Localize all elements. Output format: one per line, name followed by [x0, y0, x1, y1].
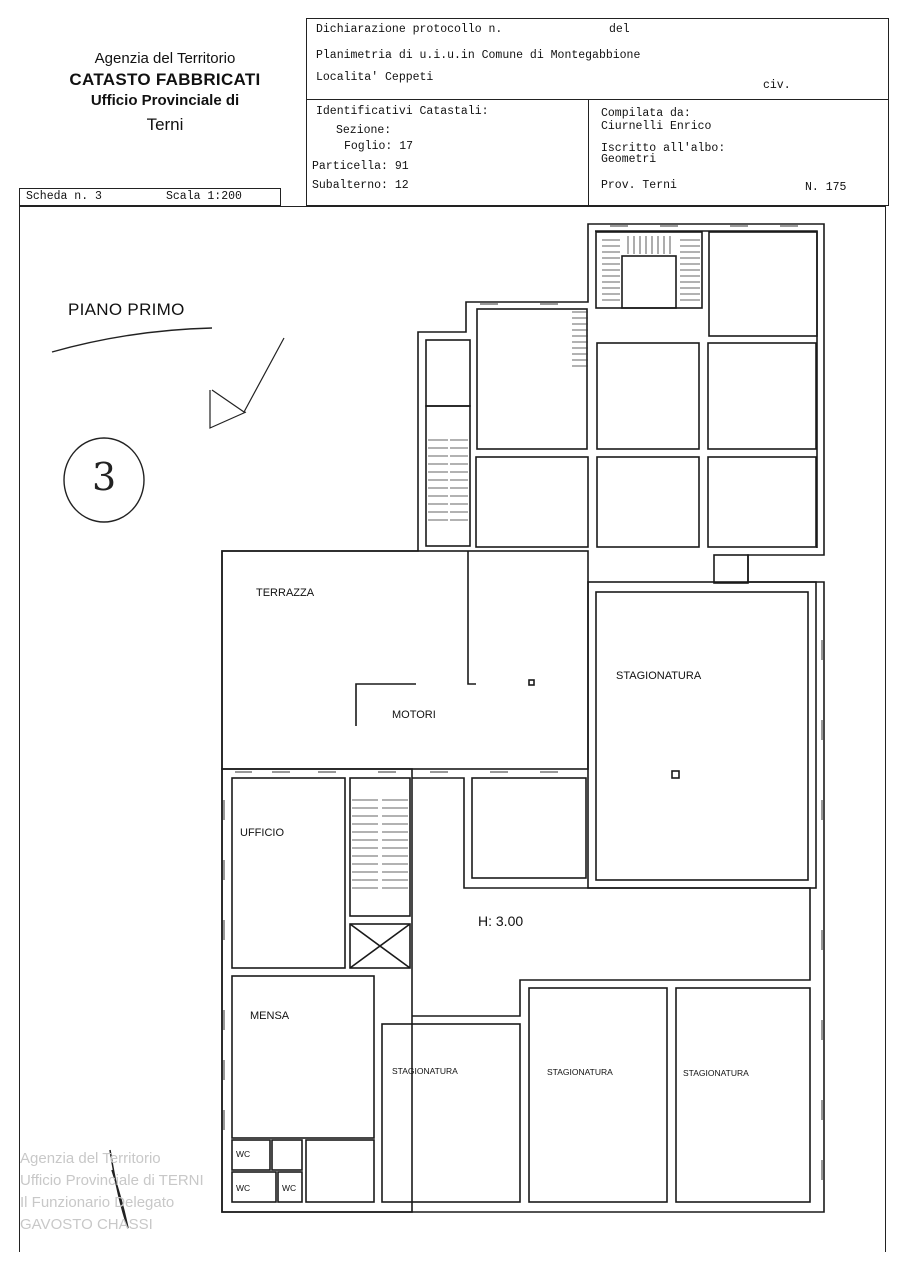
- foglio-value: Foglio: 17: [344, 140, 414, 153]
- province-label: Prov. Terni: [601, 179, 677, 192]
- ufficio-room: [232, 778, 345, 968]
- stair-west: [426, 406, 470, 546]
- stagionatura-room-3: [676, 988, 810, 1202]
- stair-treads-top: [602, 236, 700, 300]
- stair-treads: [352, 236, 700, 888]
- corridor-west: [426, 340, 470, 406]
- catasto-title: CATASTO FABBRICATI: [69, 70, 261, 89]
- stamp-line-2: Ufficio Provinciale di TERNI: [20, 1172, 204, 1189]
- stair-landing: [622, 256, 676, 308]
- office-label: Ufficio Provinciale di: [90, 92, 240, 109]
- particella-value: Particella: 91: [312, 160, 409, 173]
- room-north-middle: [597, 343, 699, 449]
- civ-label: civ.: [763, 79, 791, 92]
- stair-treads-central: [352, 800, 408, 888]
- del-label: del: [609, 23, 630, 36]
- stamp-line-3: Il Funzionario Delegato: [20, 1194, 175, 1211]
- stair-treads-west: [428, 440, 468, 520]
- stagionatura-marker: [672, 771, 679, 778]
- room-label-stagionatura-3: STAGIONATURA: [683, 1068, 749, 1078]
- stagionatura-room-2: [529, 988, 667, 1202]
- wc-room-large: [306, 1140, 374, 1202]
- floor-title: PIANO PRIMO: [68, 300, 185, 319]
- form-number: N. 175: [805, 181, 847, 194]
- room-east-2: [708, 343, 816, 449]
- room-label-stagionatura-1: STAGIONATURA: [392, 1066, 458, 1076]
- room-label-wc-1: WC: [236, 1149, 251, 1159]
- room-north-east: [709, 232, 817, 336]
- stamp-line-1: Agenzia del Territorio: [20, 1150, 161, 1167]
- height-label: H: 3.00: [478, 913, 524, 929]
- window-marks-north: [480, 226, 798, 304]
- office-city: Terni: [146, 115, 184, 134]
- stair-central: [350, 778, 410, 916]
- partition-wall: [468, 551, 476, 684]
- scale-label: Scala 1:200: [166, 190, 242, 203]
- stagionatura-large-room: [588, 582, 816, 888]
- mensa-room: [232, 976, 374, 1138]
- agency-name: Agenzia del Territorio: [94, 50, 236, 67]
- handwritten-number: 3: [92, 455, 117, 499]
- room-label-ufficio: UFFICIO: [240, 827, 284, 839]
- room-label-stagionatura-large: STAGIONATURA: [616, 670, 702, 682]
- hand-mark: [210, 338, 284, 428]
- room-label-terrazza: TERRAZZA: [256, 587, 315, 599]
- sezione-label: Sezione:: [336, 124, 392, 137]
- stagionatura-inner: [596, 592, 808, 880]
- stamp-line-4: GAVOSTO CHASSI: [20, 1216, 153, 1233]
- room-row-1: [476, 457, 588, 547]
- stair-treads-north-west: [572, 312, 588, 366]
- stagionatura-room-1: [382, 1024, 520, 1202]
- compilata-name: Ciurnelli Enrico: [601, 120, 712, 133]
- link-corridor: [714, 555, 748, 583]
- wc-antechamber: [272, 1140, 302, 1170]
- compilata-label: Compilata da:: [601, 107, 691, 120]
- title-underline: [52, 328, 212, 352]
- window-marks: [224, 226, 822, 1180]
- subalterno-value: Subalterno: 12: [312, 179, 409, 192]
- room-north-west: [477, 309, 587, 449]
- room-label-mensa: MENSA: [250, 1010, 290, 1022]
- room-row-2: [597, 457, 699, 547]
- north-block-inner-wall: [595, 231, 817, 548]
- room-label-wc-2: WC: [236, 1183, 251, 1193]
- room-row-3: [708, 457, 816, 547]
- scheda-number: Scheda n. 3: [26, 190, 102, 203]
- iscritto-value: Geometri: [601, 153, 657, 166]
- motori-marker: [529, 680, 534, 685]
- lift-shaft-cross: [350, 924, 410, 968]
- identificativi-label: Identificativi Catastali:: [316, 105, 489, 118]
- terrace-area: [222, 551, 588, 769]
- iscritto-label: Iscritto all'albo:: [601, 142, 726, 155]
- room-label-stagionatura-2: STAGIONATURA: [547, 1067, 613, 1077]
- north-block-wall: [222, 224, 824, 1212]
- dichiarazione-label: Dichiarazione protocollo n.: [316, 23, 503, 36]
- planimetria-label: Planimetria di u.i.u.in Comune di Montegabbione: [316, 49, 641, 62]
- official-stamp: [20, 1148, 204, 1236]
- localita-label: Localita' Ceppeti: [316, 71, 434, 84]
- small-room-central: [472, 778, 586, 878]
- room-label-wc-3: WC: [282, 1183, 297, 1193]
- room-label-motori: MOTORI: [392, 709, 436, 721]
